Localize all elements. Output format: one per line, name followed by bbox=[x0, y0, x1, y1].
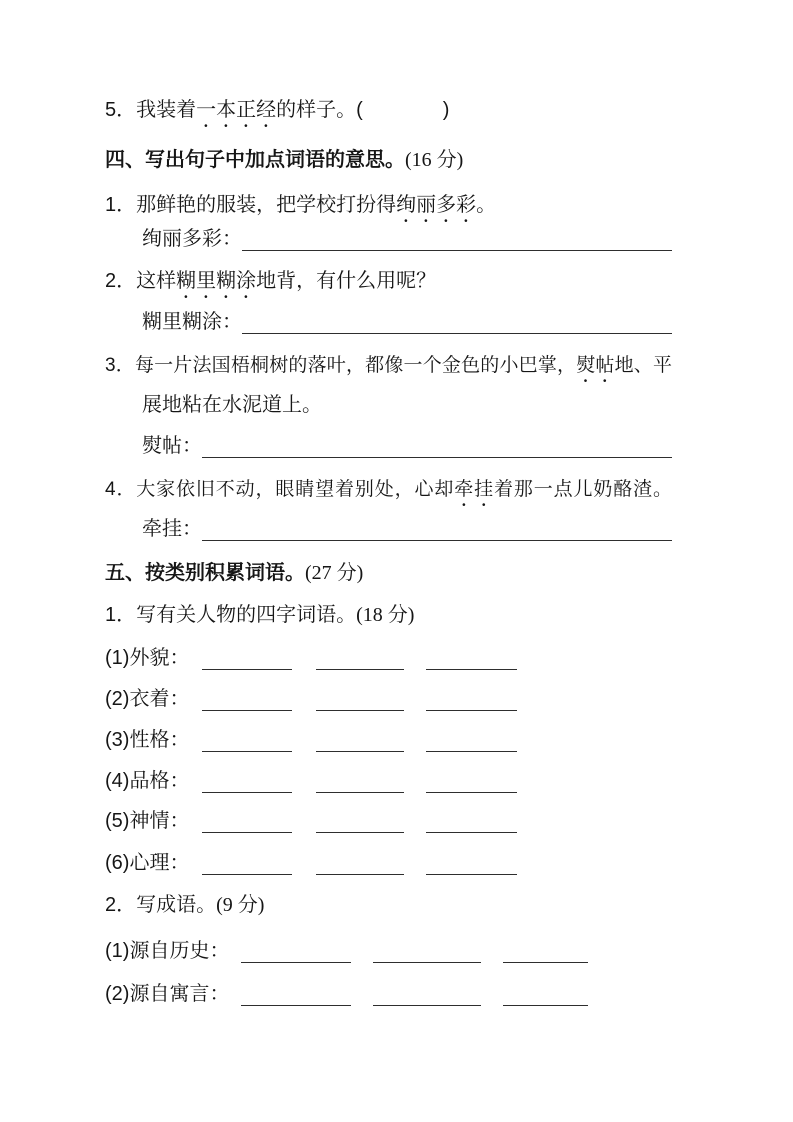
category-label: (5)神情： bbox=[105, 810, 190, 832]
category-label: (6)心理： bbox=[105, 852, 190, 874]
q1-answer-row bbox=[142, 218, 672, 260]
word-blank bbox=[503, 974, 588, 1006]
word-blank bbox=[202, 638, 292, 670]
word-blank bbox=[316, 801, 404, 833]
sentence-text: 地、平 bbox=[614, 355, 672, 376]
sub-question-2 bbox=[105, 884, 264, 926]
q3-answer-row bbox=[142, 425, 672, 467]
sentence-text: 2．这样 bbox=[105, 270, 177, 292]
category-label: (3)性格： bbox=[105, 729, 190, 751]
category-label: (2)衣着： bbox=[105, 688, 190, 710]
category-row-personality bbox=[105, 719, 517, 761]
q4-answer-row bbox=[142, 508, 672, 550]
emphasized-word: 一本正经 bbox=[196, 99, 277, 121]
sentence-text: 3．每一片法国梧桐树的落叶，都像一个金色的小巴掌， bbox=[105, 355, 577, 376]
emphasized-word: 绚丽多彩 bbox=[396, 194, 477, 216]
word-blank bbox=[316, 843, 404, 875]
category-row-appearance bbox=[105, 637, 517, 679]
answer-label: 熨帖： bbox=[142, 435, 202, 457]
sub-question-title: 写有关人物的四字词语。 bbox=[136, 604, 357, 626]
sentence-text: 5．我装着 bbox=[105, 99, 197, 121]
sub-question-score: (9 分) bbox=[216, 894, 265, 916]
q2-sentence bbox=[105, 260, 436, 302]
word-blank bbox=[426, 761, 517, 793]
word-blank bbox=[202, 801, 292, 833]
q4-sentence bbox=[105, 469, 672, 511]
section-4-heading bbox=[105, 139, 463, 181]
word-blank bbox=[202, 843, 292, 875]
word-blank bbox=[202, 679, 292, 711]
sentence-text: 。 bbox=[476, 194, 497, 216]
category-label: (1)外貌： bbox=[105, 647, 190, 669]
section-score: (27 分) bbox=[305, 562, 364, 584]
sentence-text: 1．那鲜艳的服装，把学校打扮得 bbox=[105, 194, 397, 216]
idiom-row-fable bbox=[105, 973, 588, 1015]
emphasized-word: 牵挂 bbox=[454, 479, 494, 500]
word-blank bbox=[503, 931, 588, 963]
q3-sentence-line2 bbox=[142, 384, 322, 426]
sentence-text: 展地粘在水泥道上。 bbox=[142, 394, 322, 416]
word-blank bbox=[202, 720, 292, 752]
sub-question-number: 2． bbox=[105, 894, 137, 916]
category-row-expression bbox=[105, 800, 517, 842]
word-blank bbox=[316, 761, 404, 793]
category-row-clothing bbox=[105, 678, 517, 720]
word-blank bbox=[426, 679, 517, 711]
answer-label: 糊里糊涂： bbox=[142, 311, 242, 333]
sentence-text: 地背，有什么用呢？ bbox=[256, 270, 437, 292]
section-score: (16 分) bbox=[405, 149, 464, 171]
section-title: 写出句子中加点词语的意思。 bbox=[145, 149, 405, 171]
answer-blank bbox=[242, 219, 672, 251]
word-blank bbox=[426, 638, 517, 670]
idiom-row-history bbox=[105, 930, 588, 972]
word-blank bbox=[241, 974, 351, 1006]
q3-sentence-line1 bbox=[105, 345, 672, 387]
answer-blank bbox=[202, 426, 672, 458]
category-label: (4)品格： bbox=[105, 770, 190, 792]
sub-question-title: 写成语。 bbox=[136, 894, 217, 916]
sentence-text: 的样子。( ) bbox=[276, 99, 450, 121]
word-blank bbox=[426, 843, 517, 875]
emphasized-word: 熨帖 bbox=[576, 355, 615, 376]
sub-question-1 bbox=[105, 594, 414, 636]
sentence-text: 4．大家依旧不动，眼睛望着别处，心却 bbox=[105, 479, 455, 500]
word-blank bbox=[241, 931, 351, 963]
word-blank bbox=[316, 638, 404, 670]
question-5-sentence bbox=[105, 89, 449, 131]
answer-label: 绚丽多彩： bbox=[142, 228, 242, 250]
category-row-character bbox=[105, 760, 517, 802]
section-5-heading bbox=[105, 552, 363, 594]
category-row-psychology bbox=[105, 842, 517, 884]
word-blank bbox=[373, 931, 481, 963]
word-blank bbox=[316, 720, 404, 752]
word-blank bbox=[426, 801, 517, 833]
q2-answer-row bbox=[142, 301, 672, 343]
answer-blank bbox=[202, 509, 672, 541]
idiom-label: (2)源自寓言： bbox=[105, 983, 230, 1005]
answer-blank bbox=[242, 302, 672, 334]
section-number: 四、 bbox=[105, 149, 145, 171]
sub-question-score: (18 分) bbox=[356, 604, 415, 626]
word-blank bbox=[202, 761, 292, 793]
word-blank bbox=[373, 974, 481, 1006]
emphasized-word: 糊里糊涂 bbox=[176, 270, 257, 292]
word-blank bbox=[316, 679, 404, 711]
sentence-text: 着那一点儿奶酪渣。 bbox=[494, 479, 672, 500]
section-title: 按类别积累词语。 bbox=[145, 562, 305, 584]
idiom-label: (1)源自历史： bbox=[105, 940, 230, 962]
answer-label: 牵挂： bbox=[142, 518, 202, 540]
word-blank bbox=[426, 720, 517, 752]
section-number: 五、 bbox=[105, 562, 145, 584]
sub-question-number: 1． bbox=[105, 604, 137, 626]
